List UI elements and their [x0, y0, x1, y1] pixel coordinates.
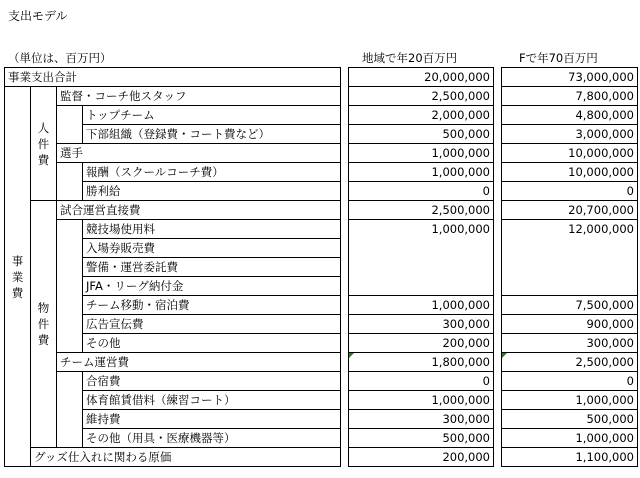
row-label: チーム移動・宿泊費: [83, 296, 341, 315]
table-row: [5, 106, 638, 125]
row-value-f: 4,800,000: [502, 106, 638, 125]
row-value-f: 1,000,000: [502, 429, 638, 448]
total-value-regional: 20,000,000: [349, 68, 494, 87]
table-row: [5, 410, 638, 429]
row-label: 試合運営直接費: [57, 201, 341, 220]
row-value-f: 7,500,000: [502, 296, 638, 315]
row-value-regional: 500,000: [349, 429, 494, 448]
row-label: 勝利給: [83, 182, 341, 201]
row-value-f: 10,000,000: [502, 144, 638, 163]
row-value-regional: 300,000: [349, 410, 494, 429]
row-value-f: 7,800,000: [502, 87, 638, 106]
table-row: [5, 220, 638, 239]
table-row: [5, 353, 638, 372]
row-value-f: 300,000: [502, 334, 638, 353]
row-value-regional: 2,000,000: [349, 106, 494, 125]
page-title: 支出モデル: [8, 9, 68, 23]
row-value-f: 0: [502, 372, 638, 391]
row-label: トップチーム: [83, 106, 341, 125]
table-row: [5, 144, 638, 163]
row-value-regional: 300,000: [349, 315, 494, 334]
row-label: チーム運営費: [57, 353, 341, 372]
row-label: グッズ仕入れに関わる原価: [31, 448, 341, 467]
row-label: 下部組織（登録費・コート費など）: [83, 125, 341, 144]
row-label: 報酬（スクールコーチ費）: [83, 163, 341, 182]
row-value-regional: 1,000,000: [349, 163, 494, 182]
material-expense-label: 物 件 費: [31, 201, 57, 448]
table-row: [5, 334, 638, 353]
row-value-f: 1,100,000: [502, 448, 638, 467]
row-label: その他（用具・医療機器等）: [83, 429, 341, 448]
expense-table: [4, 67, 638, 467]
row-value-regional: 1,800,000: [349, 353, 494, 372]
row-value-regional: 1,000,000: [349, 144, 494, 163]
row-value-f: 2,500,000: [502, 353, 638, 372]
table-row: [5, 391, 638, 410]
table-row: [5, 87, 638, 106]
row-value-f: 12,000,000: [502, 220, 638, 296]
row-value-regional: 200,000: [349, 334, 494, 353]
total-row: [5, 68, 638, 87]
row-value-f: 500,000: [502, 410, 638, 429]
total-value-f: 73,000,000: [502, 68, 638, 87]
total-label: 事業支出合計: [5, 68, 341, 87]
table-row: [5, 372, 638, 391]
table-row: [5, 315, 638, 334]
row-value-regional: 200,000: [349, 448, 494, 467]
table-row: [5, 125, 638, 144]
row-value-regional: 1,000,000: [349, 296, 494, 315]
table-row: [5, 429, 638, 448]
row-label: その他: [83, 334, 341, 353]
table-row: [5, 182, 638, 201]
row-value-regional: 1,000,000: [349, 391, 494, 410]
row-label: 広告宣伝費: [83, 315, 341, 334]
row-label: 選手: [57, 144, 341, 163]
row-value-regional: 1,000,000: [349, 220, 494, 296]
personnel-expense-label: 人 件 費: [31, 87, 57, 201]
table-row: [5, 201, 638, 220]
row-value-f: 20,700,000: [502, 201, 638, 220]
row-value-regional: 2,500,000: [349, 87, 494, 106]
row-label: 入場券販売費: [83, 239, 341, 258]
unit-label: （単位は、百万円）: [8, 51, 112, 65]
row-value-f: 900,000: [502, 315, 638, 334]
row-value-regional: 2,500,000: [349, 201, 494, 220]
comment-marker-icon: [349, 353, 354, 358]
comment-marker-icon: [502, 353, 507, 358]
column-header-f: Fで年70百万円: [519, 51, 598, 65]
table-row: [5, 448, 638, 467]
business-expense-label: 事 業 費: [5, 87, 31, 467]
row-label: 警備・運営委託費: [83, 258, 341, 277]
row-value-f: 10,000,000: [502, 163, 638, 182]
row-value-f: 0: [502, 182, 638, 201]
table-row: [5, 296, 638, 315]
row-label: 合宿費: [83, 372, 341, 391]
row-value-regional: 500,000: [349, 125, 494, 144]
row-value-f: 1,000,000: [502, 391, 638, 410]
row-label: 監督・コーチ他スタッフ: [57, 87, 341, 106]
row-label: JFA・リーグ納付金: [83, 277, 341, 296]
column-header-regional: 地域で年20百万円: [362, 51, 458, 65]
table-row: [5, 163, 638, 182]
row-value-regional: 0: [349, 372, 494, 391]
row-value-f: 3,000,000: [502, 125, 638, 144]
row-value-regional: 0: [349, 182, 494, 201]
row-label: 維持費: [83, 410, 341, 429]
row-label: 競技場使用料: [83, 220, 341, 239]
row-label: 体育館賃借料（練習コート）: [83, 391, 341, 410]
